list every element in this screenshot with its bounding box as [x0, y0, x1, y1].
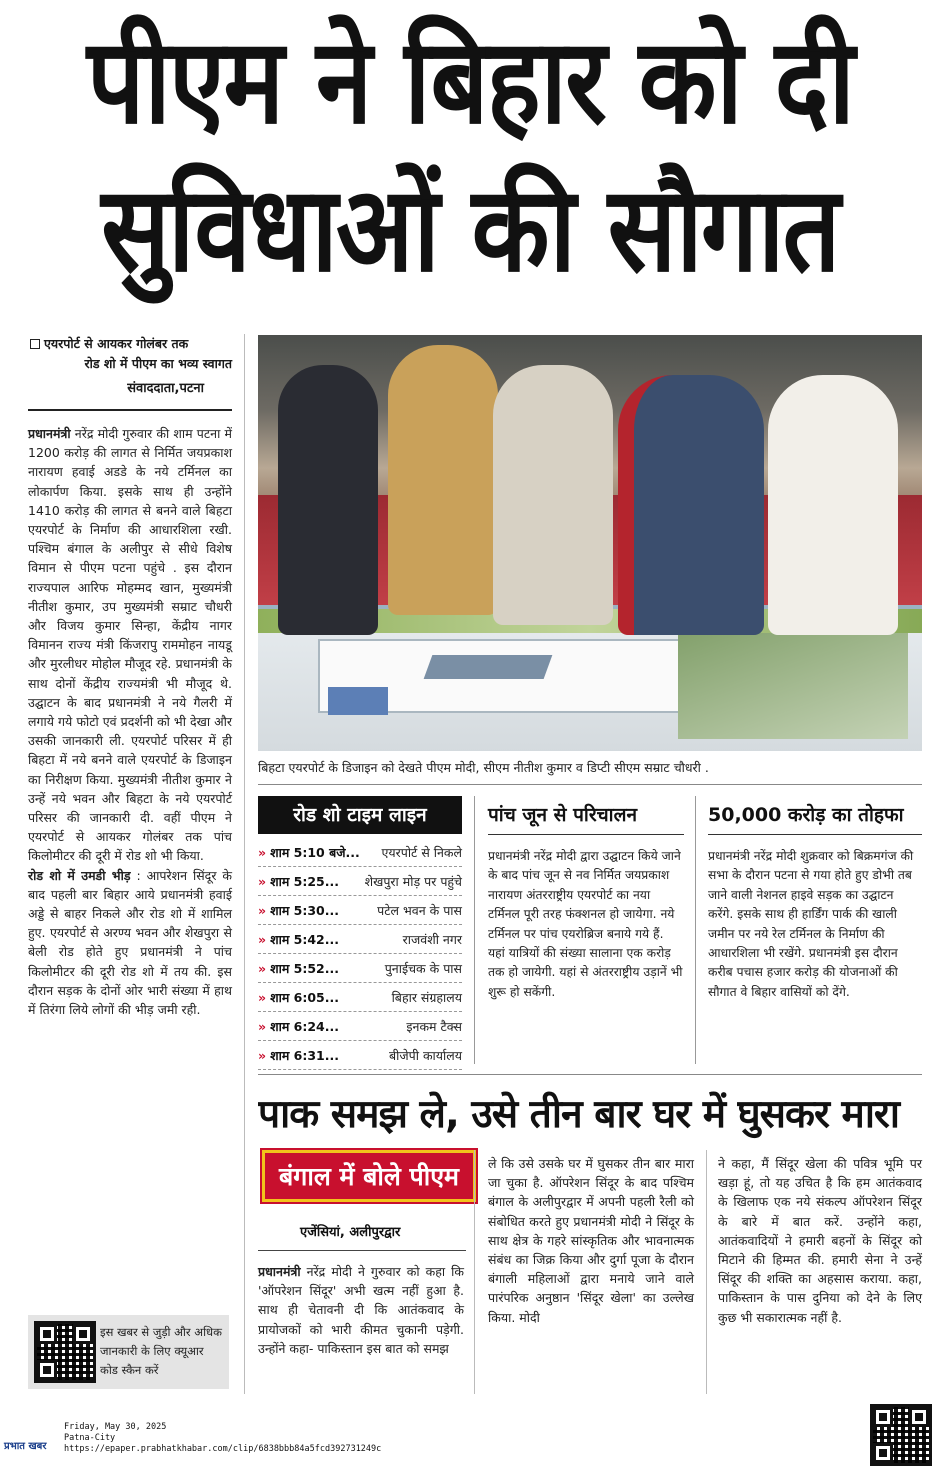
timeline-row: » शाम 5:10 बजे... एयरपोर्ट से निकले: [258, 838, 462, 867]
qr-code[interactable]: [34, 1321, 96, 1383]
kicker-line-2: रोड शो में पीएम का भव्य स्वागत: [84, 356, 232, 371]
gift-title: 50,000 करोड़ का तोहफा: [708, 796, 922, 835]
article-para-2: [28, 866, 232, 1020]
qr-text: इस खबर से जुड़ी और अधिक जानकारी के लिए क्यूआर कोड स्कैन करें: [100, 1325, 222, 1377]
gift-box: [708, 796, 922, 1002]
footer-logo: प्रभात खबर: [4, 1441, 47, 1452]
timeline-row: » शाम 5:52... पुनाईचक के पास: [258, 954, 462, 983]
operation-title: पांच जून से परिचालन: [488, 796, 684, 835]
person-3: [493, 365, 613, 625]
headline-line-1: पीएम ने बिहार को दी: [86, 12, 854, 150]
story2-badge: बंगाल में बोले पीएम: [262, 1150, 476, 1202]
timeline-row: » शाम 6:05... बिहार संग्रहालय: [258, 983, 462, 1012]
double-chevron-icon: »: [258, 1018, 267, 1034]
kicker: [28, 334, 232, 374]
story2-lead-word: प्रधानमंत्री: [258, 1264, 301, 1279]
operation-text: प्रधानमंत्री नरेंद्र मोदी द्वारा उद्घाटन किये जाने के बाद पांच जून से नव निर्मित जयप्रकाश नारायण अंतरराष्ट्रीय एयरपोर्ट का नया टर्मिनल पूरी तरह फंक्शनल हो जायेगा. नये टर्मिनल पर पांच एयरोब्रिज बनाये गये हैं. यहां यात्रियों की संख्या सालाना एक करोड़ तक हो जायेगी. यहां से अंतरराष्ट्रीय उड़ानें भी शुरू हो सकेंगी.: [488, 849, 683, 999]
story2-divider-2: [706, 1150, 707, 1394]
subhead: रोड शो में उमडी भीड़: [28, 867, 131, 883]
person-5: [768, 375, 898, 635]
kicker-line-1: एयरपोर्ट से आयकर गोलंबर तक: [44, 336, 189, 351]
footer-edition: Patna-City: [64, 1433, 116, 1443]
story2-byline-rule: [258, 1250, 466, 1251]
double-chevron-icon: »: [258, 1047, 267, 1063]
double-chevron-icon: »: [258, 960, 267, 976]
person-4: [618, 375, 764, 635]
person-2: [388, 345, 498, 615]
story2-col-1: [258, 1262, 464, 1358]
timeline-title: रोड शो टाइम लाइन: [258, 796, 462, 834]
double-chevron-icon: »: [258, 989, 267, 1005]
news-photo: [258, 335, 922, 751]
timeline-row: » शाम 5:30... पटेल भवन के पास: [258, 896, 462, 925]
footer-date: Friday, May 30, 2025: [64, 1422, 167, 1432]
person-1: [278, 365, 378, 635]
para-2-text: : आपरेशन सिंदूर के बाद पहली बार बिहार आये प्रधानमंत्री हवाई अड्डे से बाहर निकले और रोड शो में शामिल हुए. एयरपोर्ट से अरण्य भवन और शेखपुरा से बेली रोड होते हुए प्रधानमंत्री ने पांच किलोमीटर की दूरी रोड शो में तय की. इस दौरान सड़क के दोनों ओर भारी संख्या में हाथ में तिरंगा लिये लोगों की भीड़ जमी रही.: [28, 867, 232, 1018]
article-para-1: [28, 424, 232, 866]
byline: संवाददाता,पटना: [127, 381, 204, 396]
box-divider-1: [474, 796, 475, 1064]
left-column: [28, 334, 232, 1019]
footer-url[interactable]: https://epaper.prabhatkhabar.com/clip/6838bbb84a5fcd392731249c: [64, 1444, 382, 1454]
double-chevron-icon: »: [258, 844, 267, 860]
story2-byline: एजेंसियां, अलीपुरद्वार: [300, 1225, 401, 1240]
timeline-row: » शाम 6:31... बीजेपी कार्यालय: [258, 1041, 462, 1070]
column-divider: [244, 334, 245, 1394]
timeline-box: [258, 796, 462, 1070]
timeline-list: [258, 838, 462, 1070]
story2-col-2: ले कि उसे उसके घर में घुसकर तीन बार मारा जा चुका है. ऑपरेशन सिंदूर के बाद पश्चिम बंगाल के अलीपुरद्वार में अपनी पहली रैली को संबोधित करते हुए प्रधानमंत्री मोदी ने सिंदूर के साथ क्षेत्र के गहरे सांस्कृतिक और भावनात्मक संबंध का जिक्र किया और दुर्गा पूजा के दौरान बंगाली महिलाओं द्वारा मनाये जाने वाले पारंपरिक अनुष्ठान 'सिंदूर खेला' का उल्लेख किया. मोदी: [488, 1156, 694, 1325]
photo-caption: बिहटा एयरपोर्ट के डिजाइन को देखते पीएम मोदी, सीएम नीतीश कुमार व डिप्टी सीएम सम्राट चौधरी .: [258, 760, 709, 775]
box-divider-2: [695, 796, 696, 1064]
operation-box: [488, 796, 684, 1002]
caption-rule: [258, 784, 922, 785]
double-chevron-icon: »: [258, 873, 267, 889]
para-1-text: नरेंद्र मोदी गुरुवार की शाम पटना में 1200 करोड़ की लागत से निर्मित जयप्रकाश नारायण हवाई अडडे के नये टर्मिनल का लोकार्पण किया. इसके साथ ही उन्होंने 1410 करोड़ की लागत से बनने वाले बिहटा एयरपोर्ट के निर्माण की आधारशिला रखी. पश्चिम बंगाल के अलीपुर से सीधे विशेष विमान से पीएम पटना पहुंचे . इस दौरान राज्यपाल आरिफ मोहम्मद खान, मुख्यमंत्री नीतीश कुमार, उप मुख्यमंत्री सम्राट चौधरी और विजय कुमार सिन्हा, केंद्रीय नागर विमानन राज्य मंत्री किंजरापु राममोहन नायडू और मुरलीधर मोहोल मौजूद रहे. प्रधानमंत्री के साथ दोनों केंद्रीय राज्यमंत्री भी मौजूद थे. उद्घाटन के बाद प्रधानमंत्री ने नये गैलरी में लगाये गये फोटो एवं प्रदर्शनी को भी देखा और उसकी जानकारी ली. एयरपोर्ट परिसर में ही बिहटा में नये बनने वाले एयरपोर्ट के डिजाइन का निरीक्षण किया. मुख्यमंत्री नीतीश कुमार ने उन्हें नये भवन और बिहटा के नये एयरपोर्ट परिसर की जानकारी दी. वहीं पीएम ने एयरपोर्ट से आयकर गोलंबर तक पांच किलोमीटर की दूरी में रोड शो भी किया.: [28, 426, 233, 864]
story2-divider-1: [474, 1150, 475, 1394]
story2-col1-text: नरेंद्र मोदी ने गुरुवार को कहा कि 'ऑपरेशन सिंदूर' अभी खत्म नहीं हुआ है. साथ ही चेतावनी दी कि आतंकवाद के प्रायोजकों को भारी कीमत चुकानी पड़ेगी. उन्होंने कहा- पाकिस्तान इस बात को समझ: [258, 1264, 464, 1356]
double-chevron-icon: »: [258, 931, 267, 947]
double-chevron-icon: »: [258, 902, 267, 918]
qr-promo-box: [28, 1315, 229, 1389]
bullet-icon: [30, 339, 40, 349]
headline-line-2: सुविधाओं की सौगात: [101, 160, 839, 298]
timeline-row: » शाम 5:25... शेखपुरा मोड़ पर पहुंचे: [258, 867, 462, 896]
story2-badge-wrap: [262, 1150, 476, 1202]
lead-word: प्रधानमंत्री: [28, 426, 71, 441]
timeline-row: » शाम 6:24... इनकम टैक्स: [258, 1012, 462, 1041]
divider: [28, 409, 232, 411]
timeline-row: » शाम 5:42... राजवंशी नगर: [258, 925, 462, 954]
story2-headline: पाक समझ ले, उसे तीन बार घर में घुसकर मारा: [258, 1092, 899, 1137]
footer-qr-code[interactable]: [870, 1404, 932, 1466]
footer-meta: [64, 1422, 381, 1455]
gift-text: प्रधानमंत्री नरेंद्र मोदी शुक्रवार को बिक्रमगंज की सभा के दौरान पटना से गया होते हुए डोभी तब जाने वाली नेशनल हाइवे सड़क का उद्घाटन करेंगे. इसके साथ ही हार्डिंग पार्क की खाली जमीन पर नये रेल टर्मिनल के निर्माण की आधारशिला भी रखेंगे. प्रधानमंत्री इस दौरान करीब पचास हजार करोड़ की योजनाओं की सौगात वे बिहार वासियों को देंगे.: [708, 849, 914, 999]
story2-col-3: ने कहा, मैं सिंदूर खेला की पवित्र भूमि पर खड़ा हूं, तो यह उचित है कि हम आतंकवाद के खिलाफ एक नये संकल्प ऑपरेशन सिंदूर के बारे में बात करें. उन्होंने कहा, आतंकवादियों ने हमारी बहनों के सिंदूर को मिटाने की हिम्मत की. हमारी सेना ने उन्हें सिंदूर की शक्ति का अहसास कराया. कहा, पाकिस्तान के पास दुनिया को देने के लिए कुछ भी सकारात्मक नहीं है.: [718, 1156, 922, 1325]
section-rule: [258, 1074, 922, 1075]
